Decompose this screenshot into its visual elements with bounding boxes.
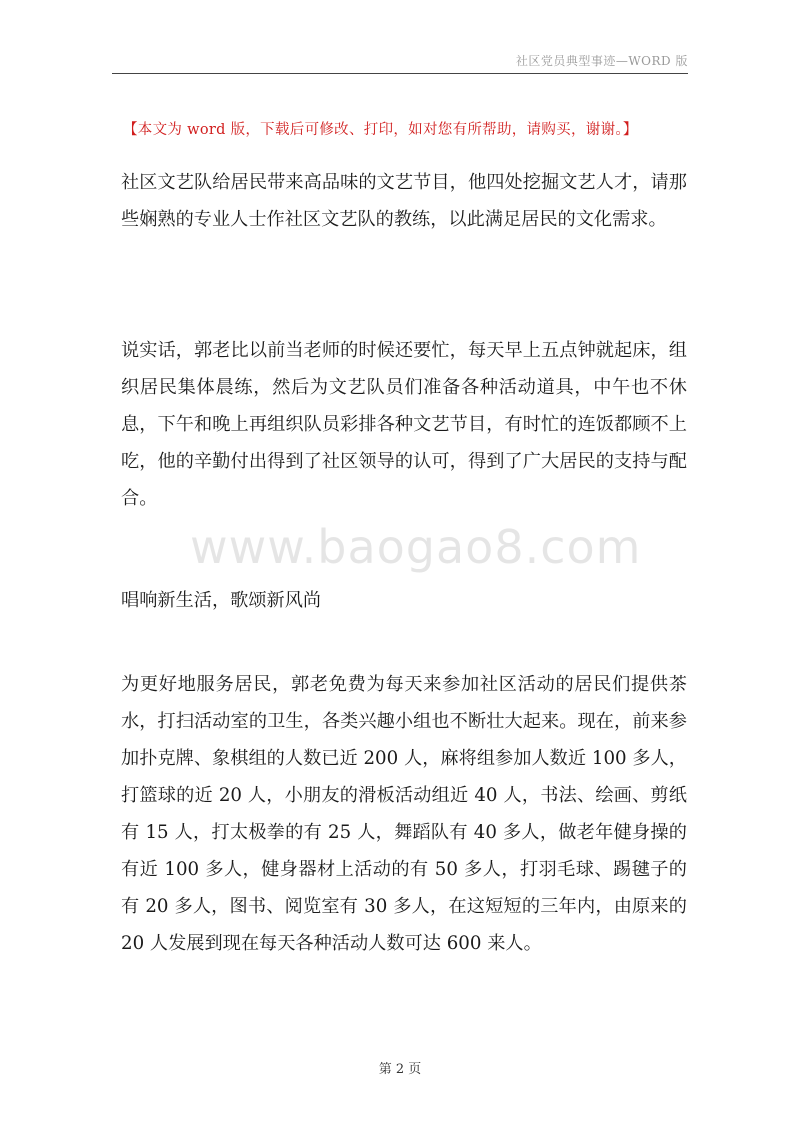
paragraph-2: 说实话，郭老比以前当老师的时候还要忙，每天早上五点钟就起床，组织居民集体晨练，然后为文艺队员们准备各种活动道具，中午也不休息，下午和晚上再组织队员彩排各种文艺节目，有时忙的连饭都顾不上吃，他的辛勤付出得到了社区领导的认可，得到了广大居民的支持与配合。 — [121, 340, 687, 509]
page-number: 第 2 页 — [378, 1062, 422, 1077]
header-doc-title: 社区党员典型事迹—WORD 版 — [515, 54, 688, 68]
header-divider — [112, 73, 688, 74]
paragraph-1: 社区文艺队给居民带来高品味的文艺节目，他四处挖掘文艺人才，请那些娴熟的专业人士作社区文艺队的教练，以此满足居民的文化需求。 — [121, 172, 687, 230]
watermark: www.baogao8.com — [190, 520, 642, 574]
purchase-notice: 【本文为 word 版，下载后可修改、打印，如对您有所帮助，请购买，谢谢。】 — [123, 122, 638, 138]
section-heading: 唱响新生活，歌颂新风尚 — [121, 590, 322, 611]
paragraph-3: 为更好地服务居民，郭老免费为每天来参加社区活动的居民们提供茶水，打扫活动室的卫生，各类兴趣小组也不断壮大起来。现在，前来参加扑克牌、象棋组的人数已近 200 人，麻将组参加人数近 100 多人，打篮球的近 20 人，小朋友的滑板活动组近 40 人，书法、绘画、剪纸有 15 人，打太极拳的有 25 人，舞蹈队有 40 多人，做老年健身操的有近 100 多人，健身器材上活动的有 50 多人，打羽毛球、踢毽子的有 20 多人，图书、阅览室有 30 多人，在这短短的三年内，由原来的 20 人发展到现在每天各种活动人数可达 600 来人。 — [121, 674, 687, 954]
